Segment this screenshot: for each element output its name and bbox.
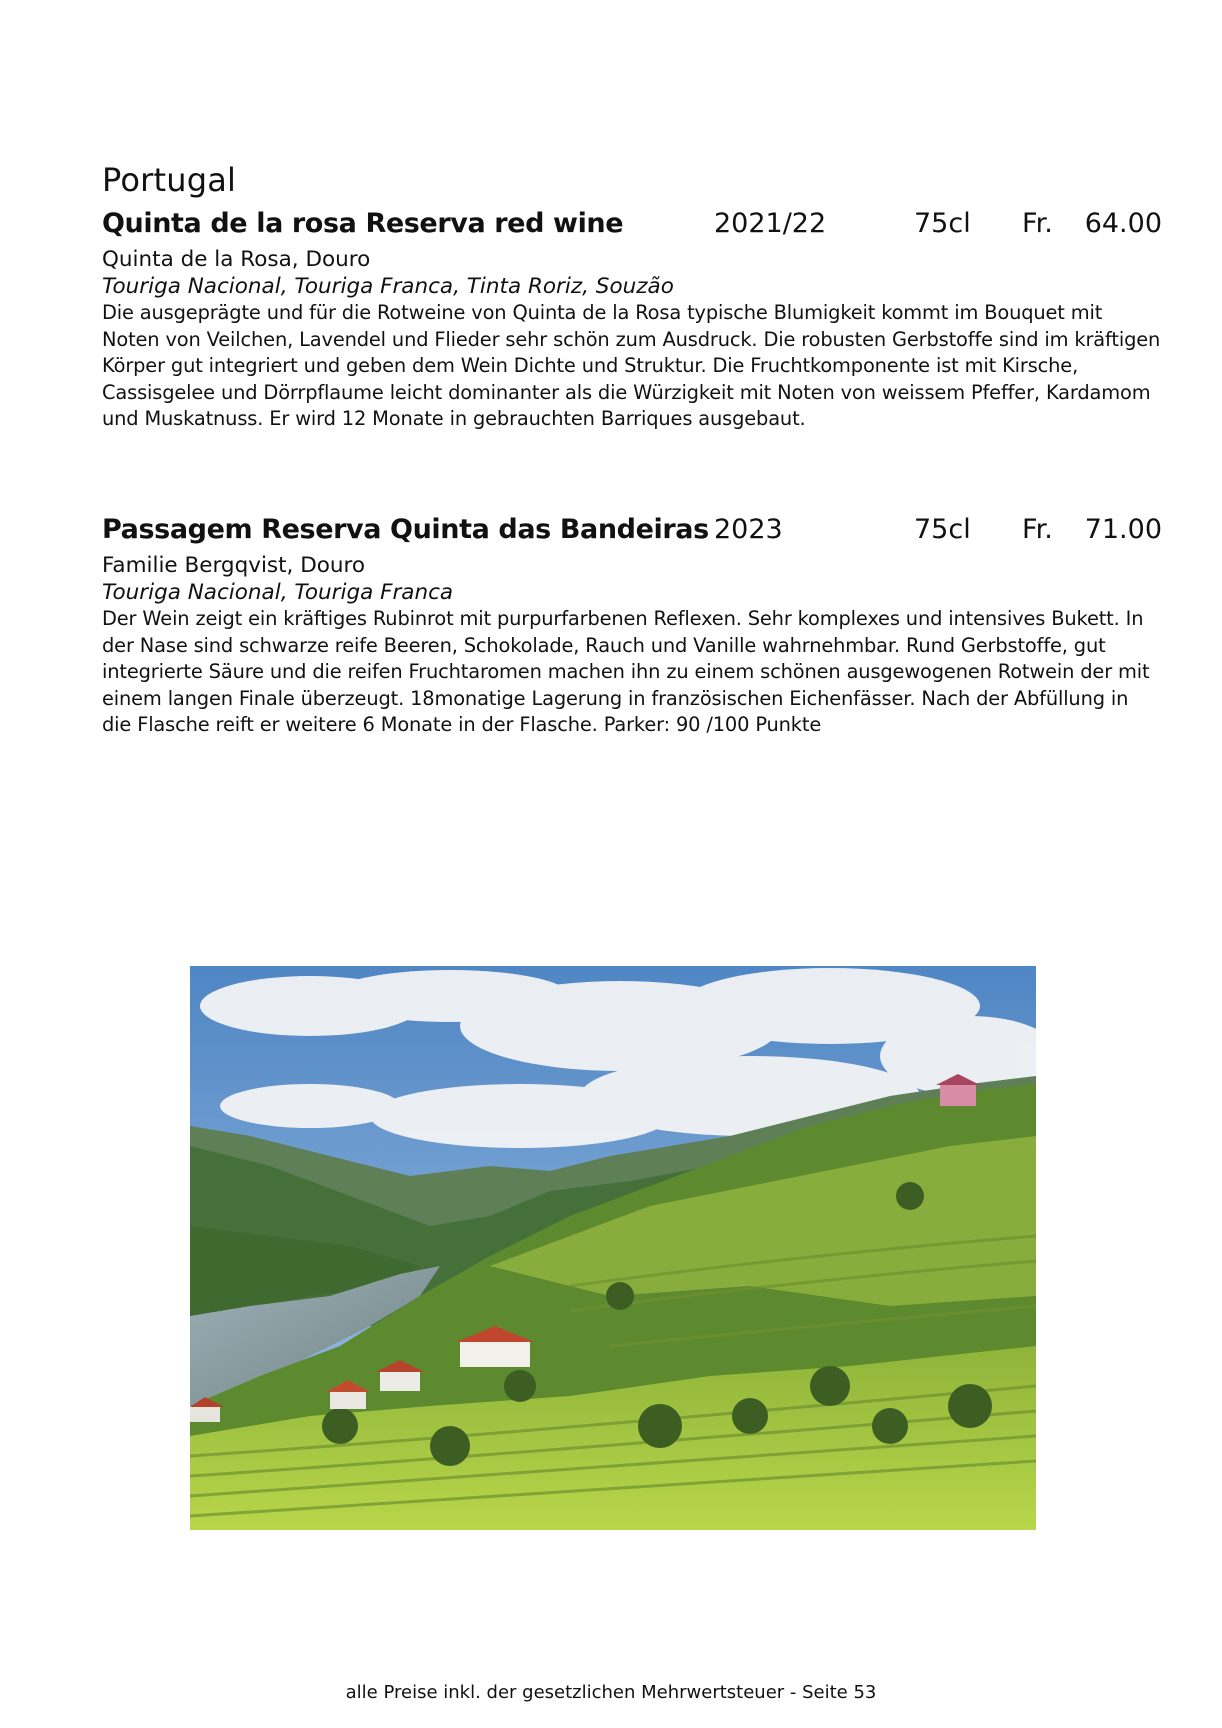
wine-description: Die ausgeprägte und für die Rotweine von Quinta de la Rosa typische Blumigkeit kommt im Bouquet mit Noten von Veilchen, Lavendel und Flieder sehr schön zum Ausdruck. Die robusten Gerbstoffe sind im kräftigen Körper gut integriert und geben dem Wein Dichte und Struktur. Die Fruchtkomponente ist mit Kirsche, Cassisgelee und Dörrpflaume leicht dominanter als die Würzigkeit mit Noten von weissem Pfeffer, Kardamom und Muskatnuss. Er wird 12 Monate in gebrauchten Barriques ausgebaut. xyxy=(102,301,1161,431)
wine-producer: Quinta de la Rosa, Douro xyxy=(102,247,371,272)
wine-vintage: 2021/22 xyxy=(714,208,827,239)
wine-entry xyxy=(102,514,1162,739)
wine-grapes: Touriga Nacional, Touriga Franca xyxy=(102,580,454,605)
wine-entry xyxy=(102,208,1162,433)
page-footer: alle Preise inkl. der gesetzlichen Mehrwertsteuer - Seite 53 xyxy=(345,1682,877,1703)
wine-name: Quinta de la rosa Reserva red wine xyxy=(102,208,624,239)
wine-header-row xyxy=(102,514,1162,552)
wine-producer: Familie Bergqvist, Douro xyxy=(102,553,366,578)
wine-currency: Fr. xyxy=(1022,208,1053,239)
wine-grapes: Touriga Nacional, Touriga Franca, Tinta Roriz, Souzão xyxy=(102,274,674,299)
wine-header-row xyxy=(102,208,1162,246)
wine-bottle-size: 75cl xyxy=(914,514,971,545)
wine-name: Passagem Reserva Quinta das Bandeiras xyxy=(102,514,709,545)
wine-price: 64.00 xyxy=(1084,208,1162,239)
douro-valley-photo xyxy=(190,966,1036,1530)
wine-currency: Fr. xyxy=(1022,514,1053,545)
wine-bottle-size: 75cl xyxy=(914,208,971,239)
section-title: Portugal xyxy=(102,161,237,200)
wine-price: 71.00 xyxy=(1084,514,1162,545)
wine-description: Der Wein zeigt ein kräftiges Rubinrot mit purpurfarbenen Reflexen. Sehr komplexes und intensives Bukett. In der Nase sind schwarze reife Beeren, Schokolade, Rauch und Vanille wahrnehmbar. Rund Gerbstoffe, gut integrierte Säure und die reifen Fruchtaromen machen ihn zu einem schönen ausgewogenen Rotwein der mit einem langen Finale überzeugt. 18monatige Lagerung in französischen Eichenfässer. Nach der Abfüllung in die Flasche reift er weitere 6 Monate in der Flasche. Parker: 90 /100 Punkte xyxy=(102,607,1150,737)
wine-vintage: 2023 xyxy=(714,514,783,545)
landscape-image xyxy=(190,966,1036,1530)
